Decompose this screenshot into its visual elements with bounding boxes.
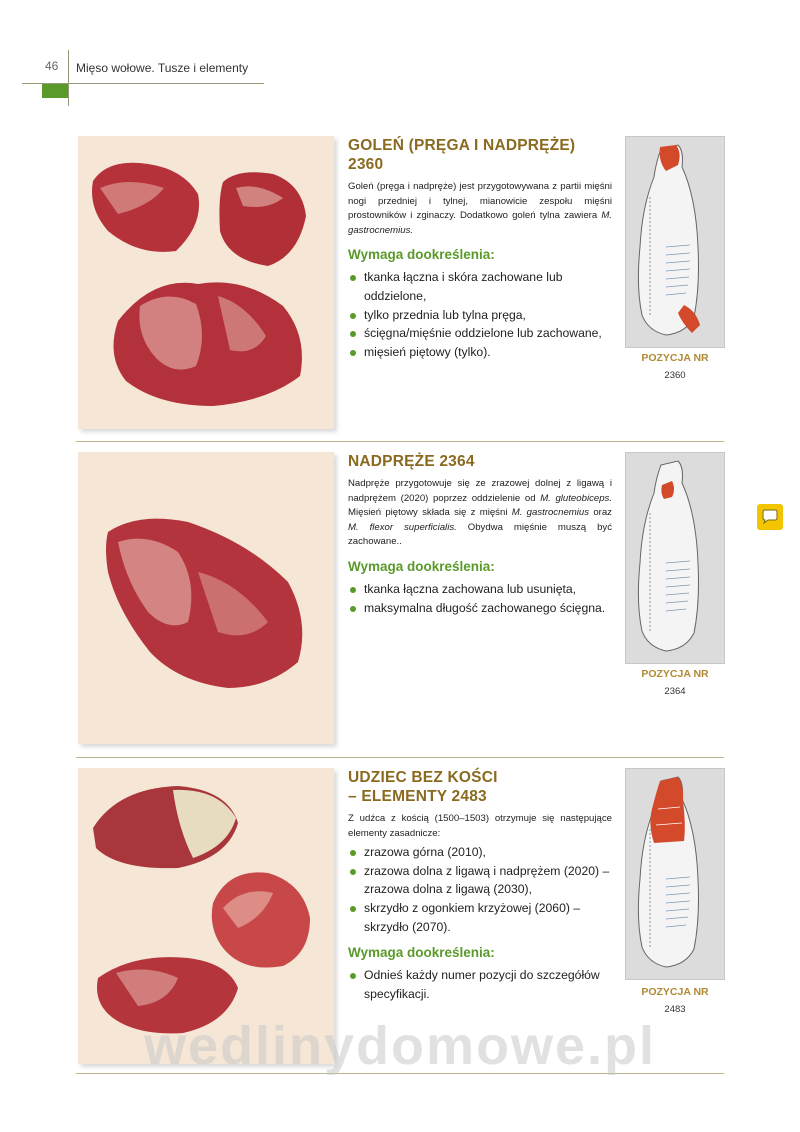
carcass-diagram-2483 — [625, 768, 725, 980]
requirement-heading: Wymaga dookreślenia: — [348, 247, 495, 263]
watermark: wedlinydomowe.pl — [143, 1016, 657, 1076]
page-header-title: Mięso wołowe. Tusze i elementy — [76, 61, 249, 75]
list-item: tkanka łączna zachowana lub usunięta, — [348, 580, 612, 599]
position-label: POZYCJA NR — [641, 986, 709, 998]
section-text-udziec — [348, 768, 612, 1003]
bullet-icon — [350, 313, 356, 319]
header-green-tab — [42, 84, 68, 98]
list-item: mięsień piętowy (tylko). — [348, 343, 612, 362]
section-description: Goleń (pręga i nadpręże) jest przygotowywana z partii mięśni nogi przedniej i tylnej, mianowicie zespołu mięśni prostowników i zginaczy. Dodatkowo goleń tylna zawiera M. gastrocnemius. — [348, 181, 612, 236]
bullet-icon — [350, 275, 356, 281]
section-description: Z udźca z kością (1500–1503) otrzymuje się następujące elementy zasadnicze: — [348, 813, 612, 839]
section-photo-nadpręże — [78, 452, 334, 744]
list-item: zrazowa górna (2010), — [348, 843, 612, 862]
list-item: tkanka łączna i skóra zachowane lub oddzielone, — [348, 268, 612, 305]
position-number: 2364 — [664, 686, 686, 697]
header-vertical-rule — [68, 50, 69, 106]
position-number: 2483 — [664, 1004, 686, 1015]
page-number: 46 — [45, 59, 59, 73]
list-item: Odnieś każdy numer pozycji do szczegółów specyfikacji. — [348, 966, 612, 1003]
bullet-icon — [350, 350, 356, 356]
section-text-goleń — [348, 136, 612, 361]
requirement-list — [348, 580, 612, 617]
section-description: Nadpręże przygotowuje się ze zrazowej dolnej z ligawą i nadprężem (2020) poprzez oddzielenie od M. gluteobiceps. Mięsień piętowy składa się z mięśni M. gastrocnemius oraz M. flexor superficialis. Obydwa mięśnie muszą być zachowane.. — [348, 478, 613, 548]
carcass-diagram-2360 — [625, 136, 725, 348]
list-item: maksymalna długość zachowanego ścięgna. — [348, 599, 612, 618]
requirement-list — [348, 268, 612, 361]
requirement-heading: Wymaga dookreślenia: — [348, 558, 495, 574]
bullet-icon — [350, 906, 356, 912]
bullet-icon — [350, 869, 356, 875]
requirement-list — [348, 966, 612, 1003]
section-text-nadpręże — [348, 452, 612, 617]
section-title: GOLEŃ (PRĘGA I NADPRĘŻE) 2360 — [348, 137, 576, 173]
position-label: POZYCJA NR — [641, 352, 709, 364]
position-number: 2360 — [664, 370, 686, 381]
bullet-icon — [350, 587, 356, 593]
section-title-line2: – ELEMENTY 2483 — [348, 788, 487, 805]
bullet-icon — [350, 606, 356, 612]
position-label: POZYCJA NR — [641, 668, 709, 680]
list-item: zrazowa dolna z ligawą i nadprężem (2020) – zrazowa dolna z ligawą (2030), — [348, 862, 612, 899]
section-title: NADPRĘŻE 2364 — [348, 453, 475, 470]
list-item: skrzydło z ogonkiem krzyżowej (2060) – skrzydło (2070). — [348, 899, 612, 936]
element-list — [348, 843, 612, 936]
section-title: UDZIEC BEZ KOŚCI — [348, 769, 498, 786]
list-item: tylko przednia lub tylna pręga, — [348, 306, 612, 325]
section-photo-goleń — [78, 136, 334, 429]
bullet-icon — [350, 850, 356, 856]
carcass-diagram-2364 — [625, 452, 725, 664]
requirement-heading: Wymaga dookreślenia: — [348, 945, 495, 961]
bullet-icon — [350, 331, 356, 337]
section-separator — [76, 441, 724, 442]
list-item: ścięgna/mięśnie oddzielone lub zachowane, — [348, 324, 612, 343]
bullet-icon — [350, 973, 356, 979]
speech-bubble-icon — [757, 504, 783, 530]
section-separator — [76, 757, 724, 758]
